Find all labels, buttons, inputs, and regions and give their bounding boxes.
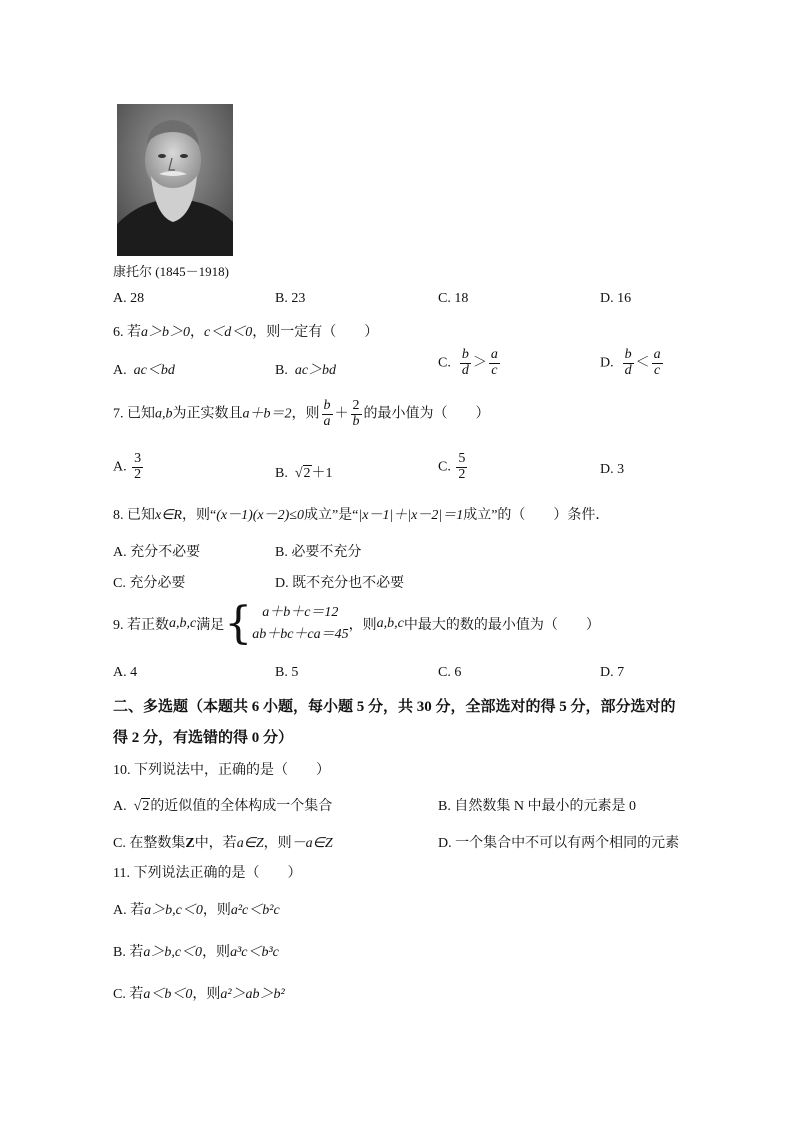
q11-option-b: B. 若a＞b,c＜0，则a³c＜b³c [113, 945, 279, 960]
q8-option-b: B. 必要不充分 [275, 545, 362, 560]
q6-cond2: c＜d＜0 [204, 325, 253, 340]
q5-option-c: C. 18 [438, 291, 469, 306]
q8-option-a: A. 充分不必要 [113, 545, 201, 560]
q7-option-d: D. 3 [600, 462, 625, 477]
q8-option-c: C. 充分必要 [113, 576, 186, 591]
q10-option-d: D. 一个集合中不可以有两个相同的元素 [438, 836, 680, 851]
q10-stem: 10. 下列说法中，正确的是（ ） [113, 763, 330, 778]
q5-option-a: A. 28 [113, 291, 145, 306]
q6-stem [113, 321, 378, 341]
q6-sep: ， [190, 325, 204, 340]
image-caption: 康托尔 (1845－1918) [113, 264, 229, 279]
q6-option-c: C. $\frac{b}{d}$ ＞ $\frac{a}{c}$ [438, 347, 498, 378]
q10-option-c: C. 在整数集Z中，若a∈Z，则－a∈Z [113, 836, 333, 851]
q6-cond1: a＞b＞0 [141, 325, 190, 340]
q9-option-d: D. 7 [600, 665, 625, 680]
section2-heading-line1: 二、多选题（本题共 6 小题，每小题 5 分，共 30 分，全部选对的得 5 分，部分选对的 [113, 699, 676, 715]
q6-option-a: A. ac＜bd [113, 363, 175, 378]
section2-heading-line2: 得 2 分，有选错的得 0 分） [113, 730, 294, 746]
q11-option-a: A. 若a＞b,c＜0，则a²c＜b²c [113, 903, 280, 918]
portrait-image [117, 104, 233, 256]
q8-option-d: D. 既不充分也不必要 [275, 576, 405, 591]
q10-option-a: A. √2的近似值的全体构成一个集合 [113, 799, 333, 814]
q9-option-c: C. 6 [438, 665, 462, 680]
q7-option-a: A. $\frac{3}{2}$ [113, 451, 142, 482]
q11-option-c: C. 若a＜b＜0，则a²＞ab＞b² [113, 987, 285, 1002]
q7-option-b: B. √2＋1 [275, 466, 333, 481]
q10-option-b: B. 自然数集 N 中最小的元素是 0 [438, 799, 636, 814]
q5-option-b: B. 23 [275, 291, 306, 306]
q9-brace: { [224, 598, 253, 649]
q8-stem: 8. 已知x∈R，则“(x－1)(x－2)≤0成立”是“|x－1|＋|x－2|＝1成立”的（ ）条件． [113, 508, 610, 523]
q6-suffix: ，则一定有（ ） [252, 325, 379, 340]
q7-option-c: C. $\frac{5}{2}$ [438, 451, 466, 482]
q6-prefix: 6. 若 [113, 325, 141, 340]
q5-option-d: D. 16 [600, 291, 632, 306]
q6-option-b: B. ac＞bd [275, 363, 337, 378]
q9-system: a＋b＋c＝12 ab＋bc＋ca＝45 [252, 605, 349, 642]
q9-option-b: B. 5 [275, 665, 299, 680]
q9-option-a: A. 4 [113, 665, 138, 680]
q9-stem: 9. 若正数 a,b,c 满足 { a＋b＋c＝12 ab＋bc＋ca＝45 ，则 a,b,c 中最大的数的最小值为（ ） [113, 598, 600, 649]
q7-stem: 7. 已知a,b为正实数且a＋b＝2，则 $\frac{b}{a}$ ＋ $\frac{2}{b}$ 的最小值为（ ） [113, 398, 490, 429]
q6-option-d: D. $\frac{b}{d}$ ＜ $\frac{a}{c}$ [600, 347, 661, 378]
q11-stem: 11. 下列说法正确的是（ ） [113, 866, 302, 881]
